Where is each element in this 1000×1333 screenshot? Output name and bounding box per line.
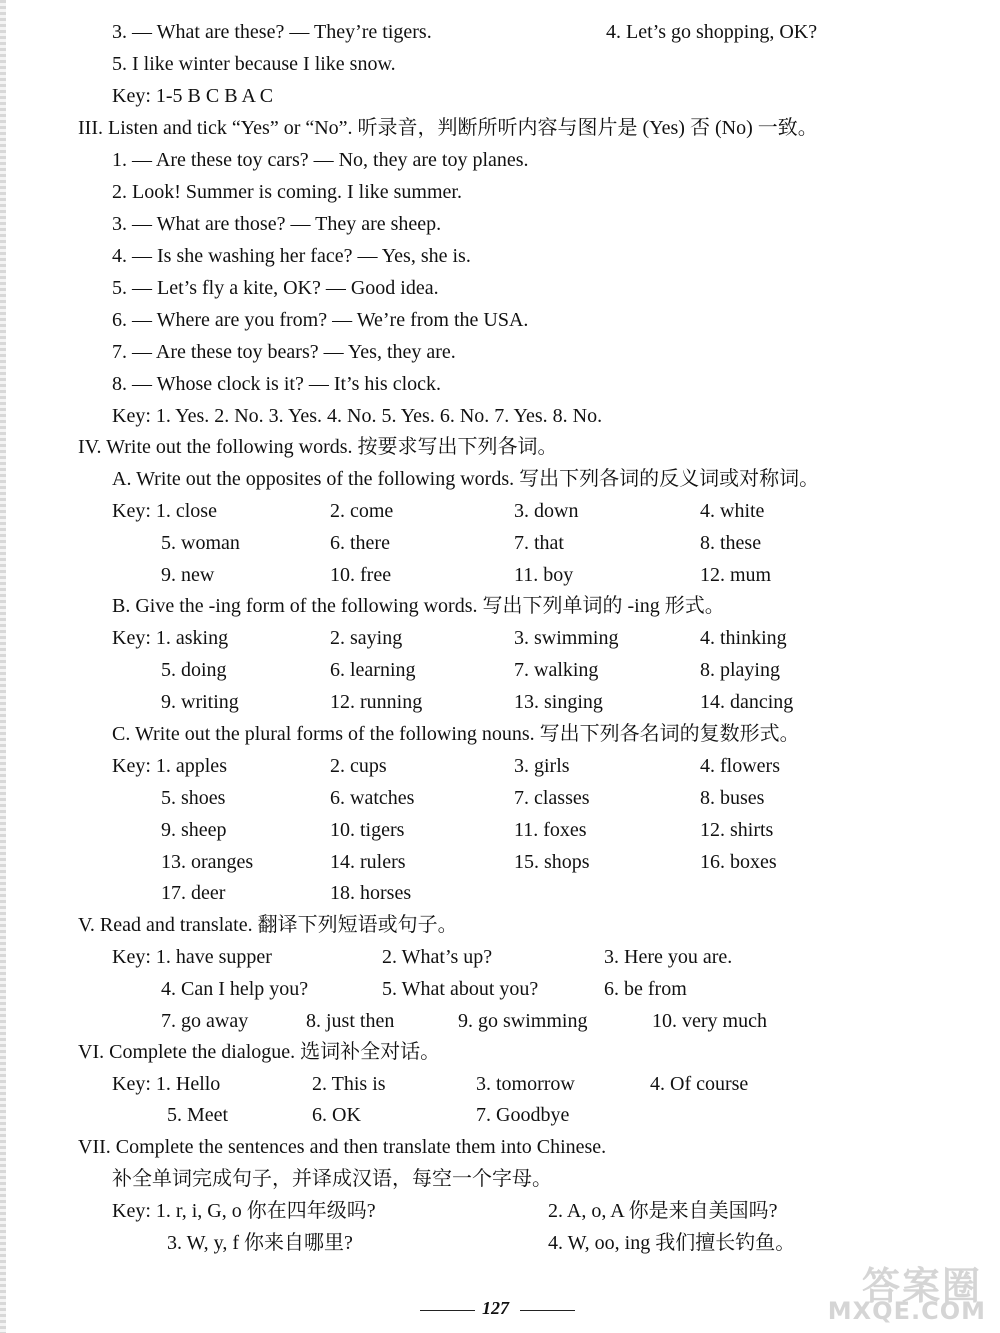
text-line: VI. Complete the dialogue. 选词补全对话。 (78, 1041, 441, 1063)
text-line: 7. Goodbye (476, 1104, 570, 1126)
text-line: 10. free (330, 564, 392, 586)
text-line: 7. that (514, 532, 564, 554)
text-line: 2. What’s up? (382, 946, 493, 968)
text-line: Key: 1. r, i, G, o 你在四年级吗? (112, 1200, 376, 1222)
text-line: Key: 1. have supper (112, 946, 272, 968)
text-line: 8. — Whose clock is it? — It’s his clock. (112, 373, 442, 395)
text-line: 1. — Are these toy cars? — No, they are toy planes. (112, 149, 529, 171)
watermark-line2: MXQE.COM (827, 1297, 986, 1325)
text-line: 2. cups (330, 755, 387, 777)
text-line: 2. Look! Summer is coming. I like summer. (112, 181, 462, 203)
text-line: C. Write out the plural forms of the following nouns. 写出下列各名词的复数形式。 (112, 723, 800, 745)
text-line: 3. W, y, f 你来自哪里? (167, 1232, 353, 1254)
text-line: 14. dancing (700, 691, 794, 713)
text-line: 12. shirts (700, 819, 774, 841)
text-line: 10. very much (652, 1010, 767, 1032)
text-line: 5. — Let’s fly a kite, OK? — Good idea. (112, 277, 439, 299)
text-line: 9. writing (161, 691, 239, 713)
text-line: 6. — Where are you from? — We’re from the USA. (112, 309, 529, 331)
text-line: 6. be from (604, 978, 687, 1000)
text-line: 2. come (330, 500, 394, 522)
text-line: 4. Let’s go shopping, OK? (606, 21, 818, 43)
text-line: B. Give the -ing form of the following words. 写出下列单词的 -ing 形式。 (112, 595, 725, 617)
text-line: 13. oranges (161, 851, 254, 873)
text-line: 3. tomorrow (476, 1073, 575, 1095)
page-number-rule-left (420, 1310, 475, 1311)
text-line: Key: 1. Yes. 2. No. 3. Yes. 4. No. 5. Yes. 6. No. 7. Yes. 8. No. (112, 405, 603, 427)
text-line: 3. Here you are. (604, 946, 733, 968)
text-line: 14. rulers (330, 851, 406, 873)
text-line: 2. This is (312, 1073, 386, 1095)
text-line: 10. tigers (330, 819, 405, 841)
text-line: 4. thinking (700, 627, 787, 649)
text-line: 4. Of course (650, 1073, 749, 1095)
text-line: 7. classes (514, 787, 590, 809)
text-line: VII. Complete the sentences and then translate them into Chinese. (78, 1136, 607, 1158)
text-line: 17. deer (161, 882, 226, 904)
page-number: 127 (482, 1298, 509, 1318)
text-line: 4. Can I help you? (161, 978, 309, 1000)
text-line: 8. these (700, 532, 762, 554)
text-line: 5. shoes (161, 787, 226, 809)
text-line: 5. I like winter because I like snow. (112, 53, 396, 75)
text-line: 18. horses (330, 882, 412, 904)
text-line: 3. swimming (514, 627, 619, 649)
text-line: Key: 1-5 B C B A C (112, 85, 274, 107)
text-line: 7. go away (161, 1010, 249, 1032)
text-line: V. Read and translate. 翻译下列短语或句子。 (78, 914, 458, 936)
text-line: 5. Meet (167, 1104, 229, 1126)
text-line: 8. just then (306, 1010, 395, 1032)
text-line: 8. playing (700, 659, 780, 681)
text-line: 4. flowers (700, 755, 780, 777)
text-line: 7. — Are these toy bears? — Yes, they are. (112, 341, 456, 363)
text-line: 9. go swimming (458, 1010, 588, 1032)
text-line: 补全单词完成句子，并译成汉语，每空一个字母。 (112, 1168, 552, 1190)
text-line: 3. girls (514, 755, 570, 777)
text-line: Key: 1. asking (112, 627, 229, 649)
text-line: 11. boy (514, 564, 574, 586)
text-line: 4. W, oo, ing 我们擅长钓鱼。 (548, 1232, 796, 1254)
text-line: 5. woman (161, 532, 240, 554)
page-number-rule-right (520, 1310, 575, 1311)
text-line: 2. A, o, A 你是来自美国吗? (548, 1200, 778, 1222)
text-line: 4. — Is she washing her face? — Yes, she is. (112, 245, 471, 267)
text-line: 3. — What are these? — They’re tigers. (112, 21, 432, 43)
text-line: IV. Write out the following words. 按要求写出下列各词。 (78, 436, 558, 458)
text-line: 4. white (700, 500, 765, 522)
text-line: 6. OK (312, 1104, 361, 1126)
text-line: 9. new (161, 564, 215, 586)
text-line: 2. saying (330, 627, 403, 649)
text-line: 5. doing (161, 659, 227, 681)
text-line: 6. learning (330, 659, 416, 681)
text-line: 9. sheep (161, 819, 227, 841)
text-line: 13. singing (514, 691, 603, 713)
text-line: Key: 1. Hello (112, 1073, 221, 1095)
text-line: 15. shops (514, 851, 590, 873)
text-line: 12. mum (700, 564, 772, 586)
text-line: 6. watches (330, 787, 415, 809)
text-line: Key: 1. close (112, 500, 217, 522)
text-line: A. Write out the opposites of the following words. 写出下列各词的反义词或对称词。 (112, 468, 820, 490)
text-line: 7. walking (514, 659, 599, 681)
text-line: 16. boxes (700, 851, 777, 873)
text-line: 3. — What are those? — They are sheep. (112, 213, 442, 235)
text-line: 6. there (330, 532, 390, 554)
text-line: 8. buses (700, 787, 765, 809)
text-line: 12. running (330, 691, 423, 713)
text-line: Key: 1. apples (112, 755, 227, 777)
text-line: 11. foxes (514, 819, 587, 841)
text-line: III. Listen and tick “Yes” or “No”. 听录音，判断所听内容与图片是 (Yes) 否 (No) 一致。 (78, 117, 818, 139)
watermark-logo (802, 1255, 992, 1330)
watermark-line1: 答案圈 (861, 1264, 982, 1308)
page-number-ornament (420, 1290, 580, 1330)
text-line: 3. down (514, 500, 579, 522)
text-line: 5. What about you? (382, 978, 539, 1000)
scan-edge (0, 0, 6, 1333)
